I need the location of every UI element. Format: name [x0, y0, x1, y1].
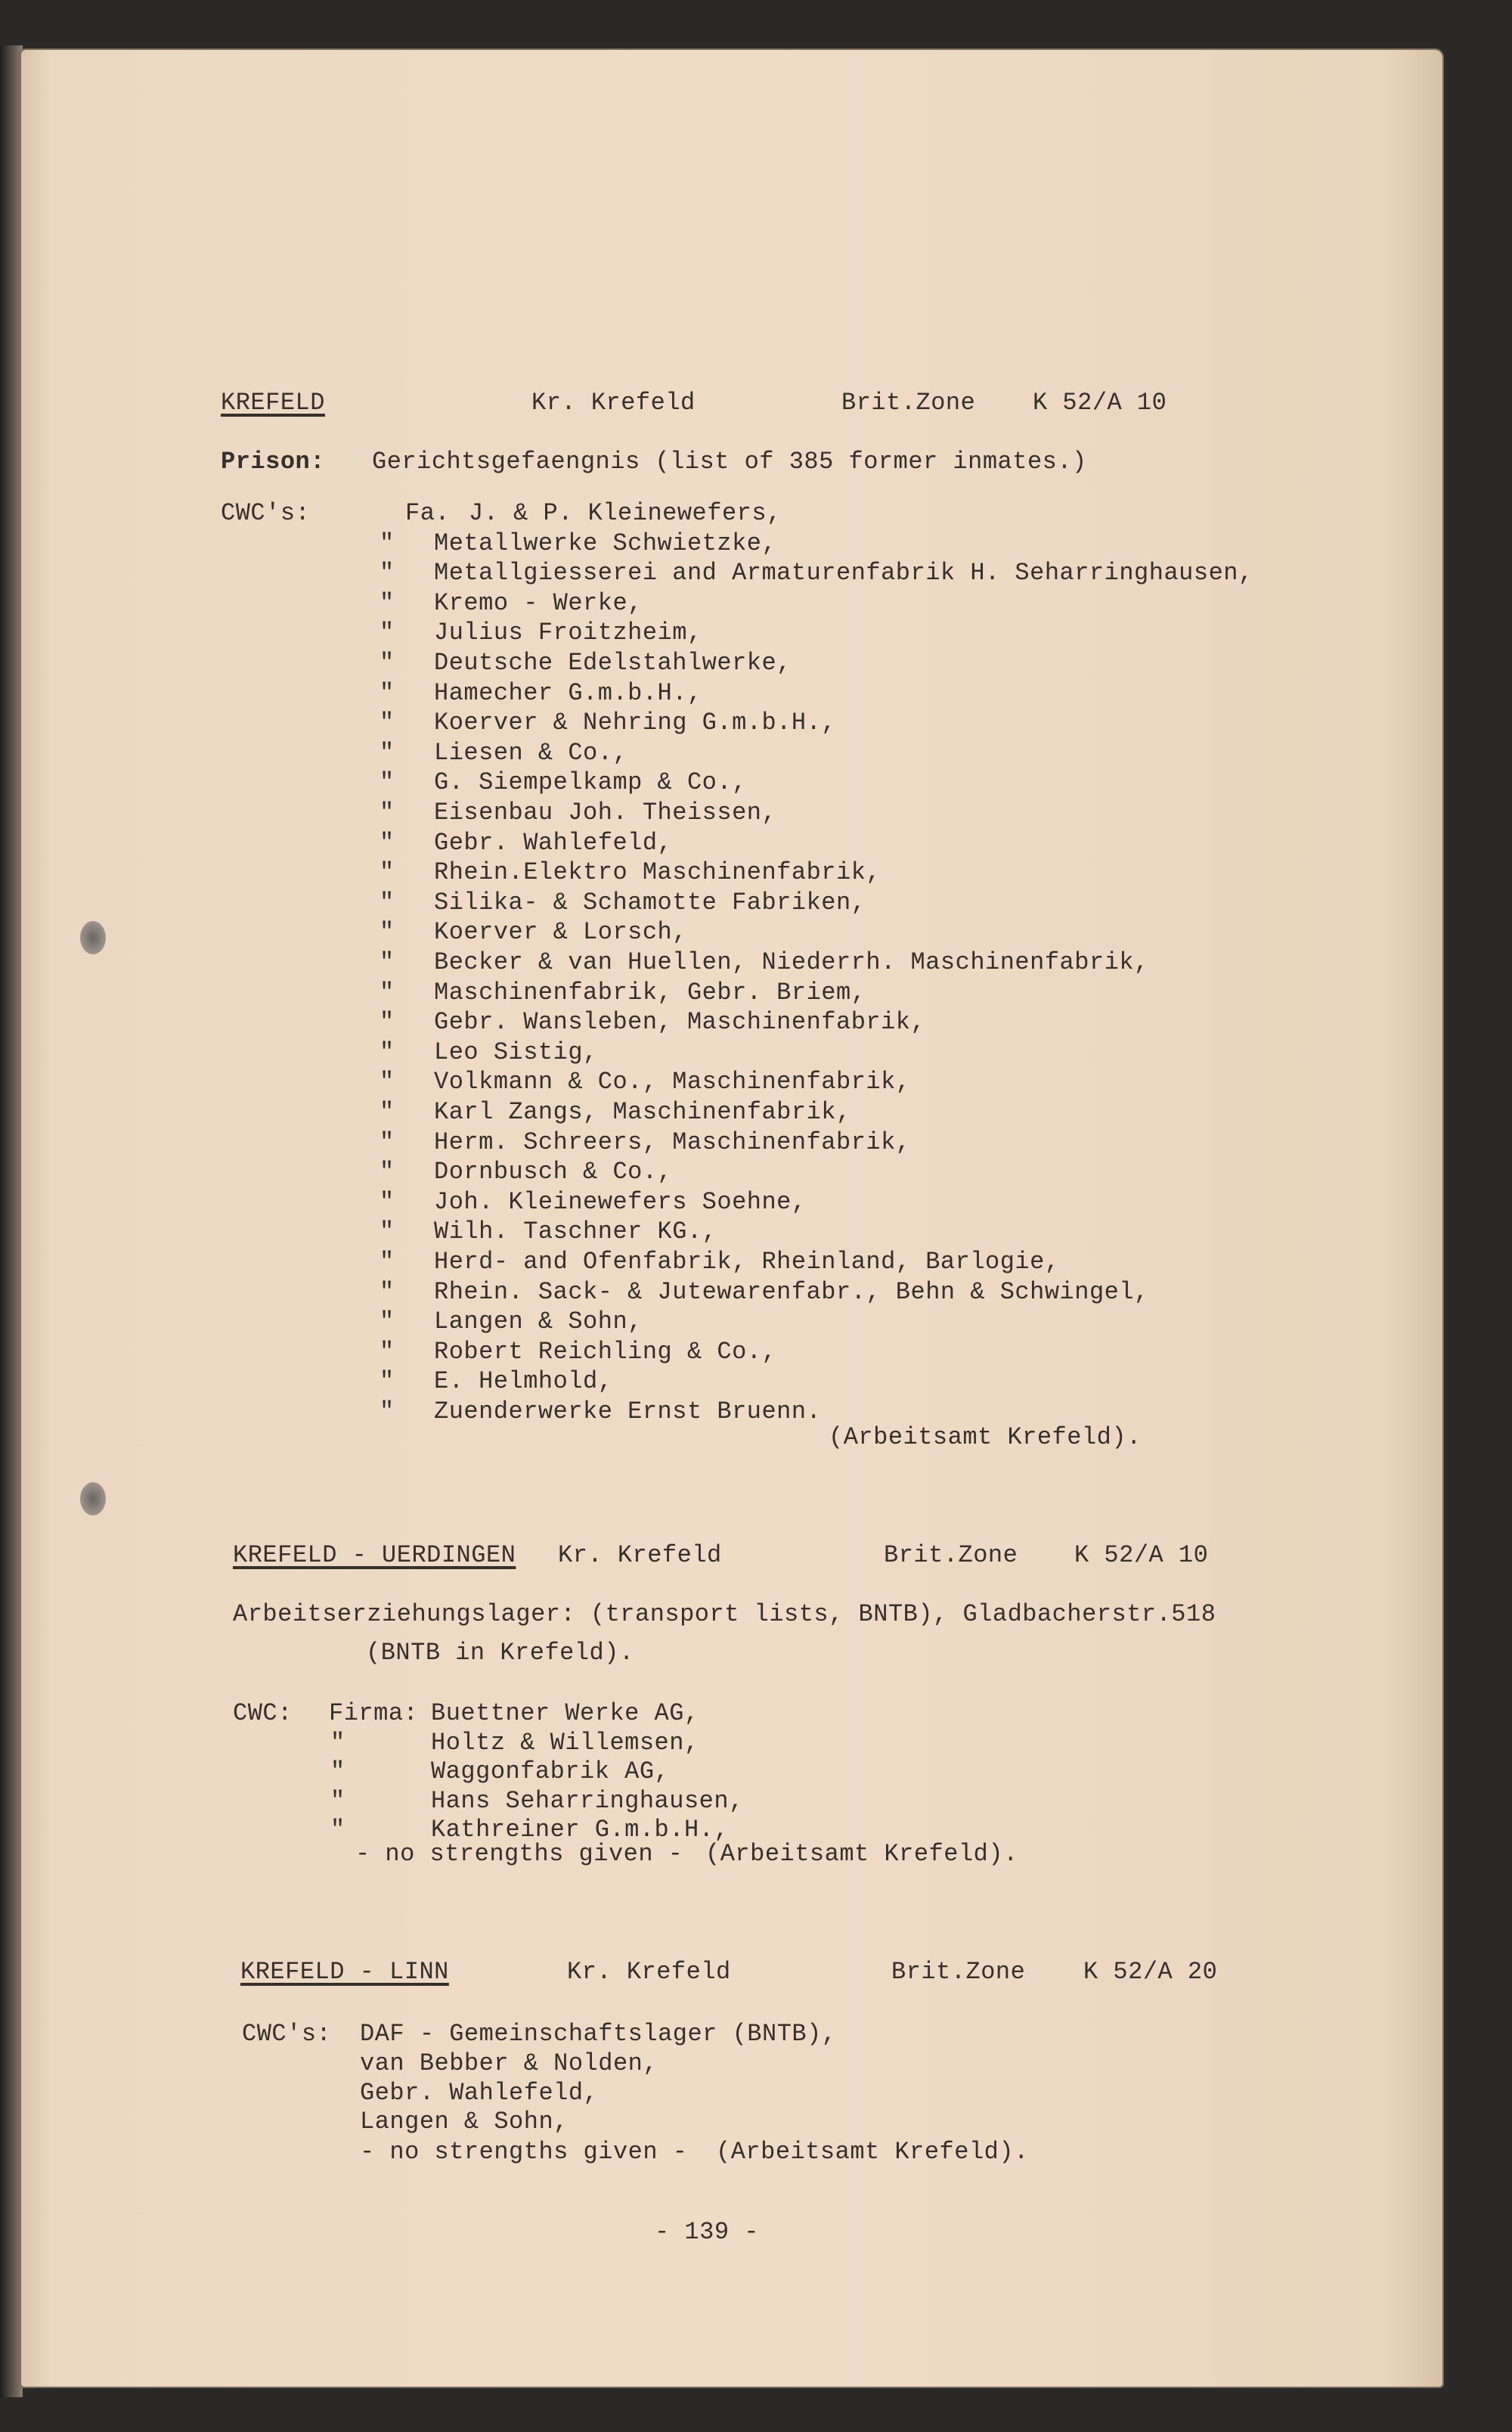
company-list-item: Metallwerke Schwietzke, [434, 529, 777, 557]
ditto-mark: " [380, 799, 395, 827]
ditto-mark: " [380, 1038, 395, 1066]
company-list-item: Becker & van Huellen, Niederrh. Maschinenfabrik, [434, 948, 1149, 976]
section-zone: Brit.Zone [884, 1541, 1018, 1569]
ditto-mark: " [380, 649, 395, 677]
ditto-mark: " [380, 1128, 395, 1156]
company-list-item: Gebr. Wansleben, Maschinenfabrik, [434, 1008, 926, 1037]
cwc-label: CWC's: [242, 2020, 332, 2048]
company-list-item: Langen & Sohn, [434, 1308, 643, 1336]
company-list-item: E. Helmhold, [434, 1367, 613, 1396]
ditto-mark: " [330, 1757, 345, 1785]
company-list-item: Gebr. Wahlefeld, [434, 828, 673, 857]
ditto-mark: " [380, 1337, 395, 1366]
company-list-item: Waggonfabrik AG, [431, 1757, 670, 1785]
ditto-mark: " [380, 1277, 395, 1306]
company-list-item: Koerver & Nehring G.m.b.H., [434, 709, 836, 737]
ditto-mark: " [380, 1248, 395, 1276]
page-number: - 139 - [655, 2218, 759, 2246]
source-note: (Arbeitsamt Krefeld). [705, 1840, 1018, 1868]
ditto-mark: " [380, 1158, 395, 1187]
company-list-item: Volkmann & Co., Maschinenfabrik, [434, 1068, 911, 1097]
company-list-item: Hamecher G.m.b.H., [434, 678, 702, 707]
ditto-mark: " [380, 678, 395, 707]
company-list-item: Wilh. Taschner KG., [434, 1218, 717, 1246]
ditto-mark: " [380, 1098, 395, 1126]
company-list-item: Gebr. Wahlefeld, [360, 2078, 599, 2107]
ditto-mark: " [380, 978, 395, 1007]
ditto-mark: " [380, 1308, 395, 1336]
ditto-mark: " [380, 709, 395, 737]
ditto-mark: " [330, 1728, 345, 1757]
company-list-item: Karl Zangs, Maschinenfabrik, [434, 1098, 851, 1126]
company-list-item: Hans Seharringhausen, [431, 1786, 744, 1815]
section-kreis: Kr. Krefeld [531, 389, 696, 417]
company-list-item: Silika- & Schamotte Fabriken, [434, 888, 866, 917]
ditto-mark: " [380, 1008, 395, 1037]
ditto-mark: " [330, 1816, 345, 1844]
section-kreis: Kr. Krefeld [567, 1958, 731, 1986]
camp-line-2: (BNTB in Krefeld). [366, 1639, 634, 1667]
source-note: (Arbeitsamt Krefeld). [829, 1423, 1142, 1451]
ditto-mark: " [380, 828, 395, 857]
ditto-mark: " [380, 888, 395, 917]
strength-note: - no strengths given - [360, 2138, 688, 2166]
section-zone: Brit.Zone [891, 1958, 1026, 1986]
section-place: KREFELD - UERDINGEN [233, 1541, 516, 1569]
ditto-mark: " [380, 559, 395, 588]
ditto-mark: " [380, 1397, 395, 1425]
company-list-item: Rhein.Elektro Maschinenfabrik, [434, 858, 881, 887]
ditto-mark: " [380, 738, 395, 767]
section-code: K 52/A 20 [1083, 1958, 1218, 1986]
company-list-item: Dornbusch & Co., [434, 1158, 673, 1187]
ditto-mark: " [380, 529, 395, 557]
section-code: K 52/A 10 [1033, 389, 1167, 417]
company-list-item: van Bebber & Nolden, [360, 2049, 658, 2077]
company-list-item: Metallgiesserei and Armaturenfabrik H. Seharringhausen, [434, 559, 1253, 588]
company-list-item: Herm. Schreers, Maschinenfabrik, [434, 1128, 911, 1156]
section-place: KREFELD [221, 389, 325, 417]
punch-hole [80, 921, 106, 954]
company-list-item: Buettner Werke AG, [431, 1699, 699, 1727]
ditto-mark: " [380, 858, 395, 887]
ditto-mark: " [380, 948, 395, 976]
company-list-item: Zuenderwerke Ernst Bruenn. [434, 1397, 822, 1425]
cwc-label: CWC: [233, 1699, 293, 1727]
section-kreis: Kr. Krefeld [558, 1541, 722, 1569]
camp-line: Arbeitserziehungslager: (transport lists, BNTB), Gladbacherstr.518 [233, 1600, 1216, 1628]
ditto-mark: " [380, 588, 395, 617]
section-code: K 52/A 10 [1074, 1541, 1209, 1569]
company-list-item: Leo Sistig, [434, 1038, 598, 1066]
ditto-mark: Fa. [405, 499, 451, 527]
company-list-item: J. & P. Kleinewefers, [469, 499, 782, 527]
book-binding-edge [0, 45, 23, 2397]
ditto-mark: " [380, 1187, 395, 1216]
company-list-item: Julius Froitzheim, [434, 619, 702, 647]
section-place: KREFELD - LINN [240, 1958, 449, 1986]
company-list-item: Rhein. Sack- & Jutewarenfabr., Behn & Schwingel, [434, 1277, 1149, 1306]
company-list-item: G. Siempelkamp & Co., [434, 768, 747, 797]
company-list-item: Kathreiner G.m.b.H., [431, 1816, 730, 1844]
ditto-mark: " [380, 768, 395, 797]
source-note: (Arbeitsamt Krefeld). [716, 2138, 1029, 2166]
ditto-mark: " [380, 1218, 395, 1246]
ditto-mark: Firma: [329, 1699, 419, 1727]
ditto-mark: " [380, 1367, 395, 1396]
punch-hole [80, 1482, 106, 1515]
company-list-item: Joh. Kleinewefers Soehne, [434, 1187, 807, 1216]
cwc-label: CWC's: [221, 499, 311, 527]
strength-note: - no strengths given - [355, 1840, 683, 1868]
company-list-item: Eisenbau Joh. Theissen, [434, 799, 777, 827]
company-list-item: Koerver & Lorsch, [434, 918, 687, 947]
company-list-item: Holtz & Willemsen, [431, 1728, 699, 1757]
ditto-mark: " [380, 619, 395, 647]
ditto-mark: " [330, 1786, 345, 1815]
ditto-mark: " [380, 918, 395, 947]
company-list-item: Liesen & Co., [434, 738, 628, 767]
company-list-item: Herd- and Ofenfabrik, Rheinland, Barlogie, [434, 1248, 1060, 1276]
company-list-item: Robert Reichling & Co., [434, 1337, 777, 1366]
section-zone: Brit.Zone [841, 389, 976, 417]
company-list-item: Maschinenfabrik, Gebr. Briem, [434, 978, 866, 1007]
ditto-mark: " [380, 1068, 395, 1097]
prison-label: Prison: [221, 448, 325, 476]
company-list-item: Kremo - Werke, [434, 588, 643, 617]
company-list-item: Langen & Sohn, [360, 2108, 569, 2136]
prison-text: Gerichtsgefaengnis (list of 385 former inmates.) [372, 448, 1087, 476]
company-list-item: DAF - Gemeinschaftslager (BNTB), [360, 2020, 837, 2048]
company-list-item: Deutsche Edelstahlwerke, [434, 649, 792, 677]
